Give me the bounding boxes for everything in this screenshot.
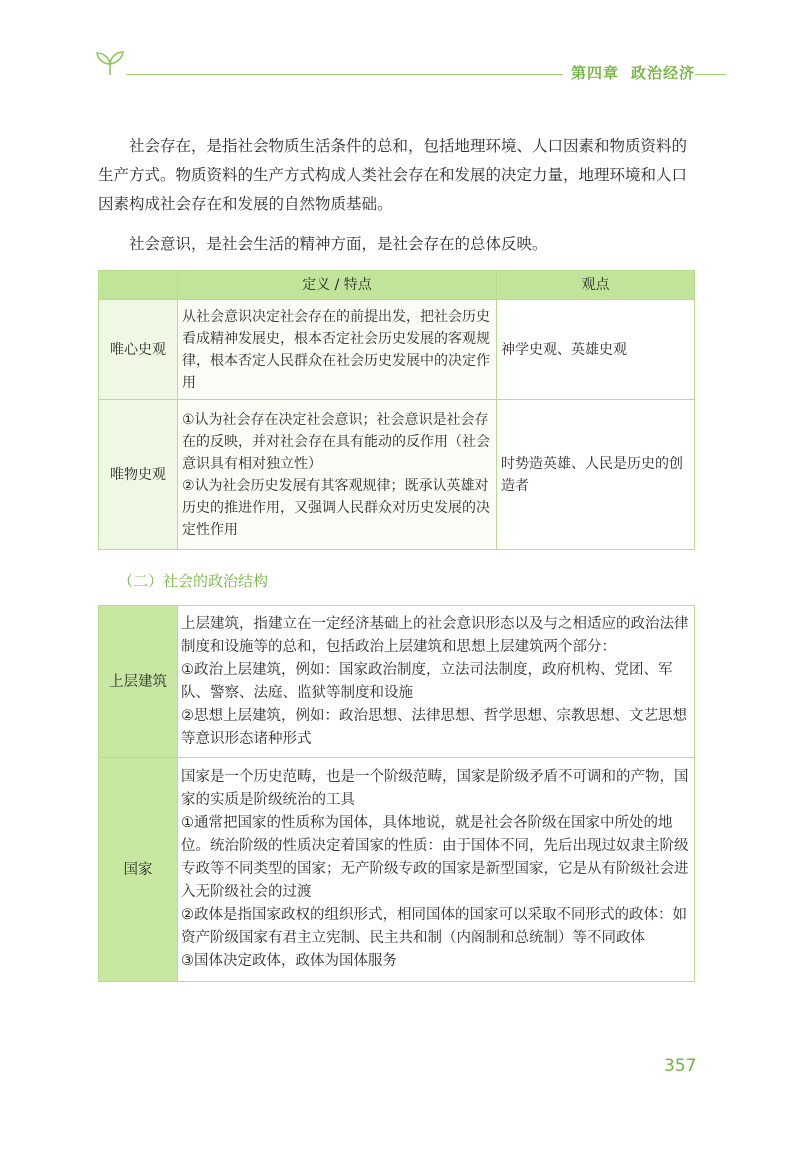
view-cell: 神学史观、英雄史观	[497, 300, 695, 400]
table-header-cell	[99, 271, 178, 300]
row-heading: 上层建筑	[99, 606, 178, 758]
row-heading: 国家	[99, 758, 178, 982]
definition-cell: 从社会意识决定社会存在的前提出发，把社会历史看成精神发展史，根本否定社会历史发展的客观规律，根本否定人民群众在社会历史发展中的决定作用	[178, 300, 497, 400]
content-cell: 国家是一个历史范畴，也是一个阶级范畴，国家是阶级矛盾不可调和的产物，国家的实质是阶级统治的工具 ①通常把国家的性质称为国体，具体地说，就是社会各阶级在国家中所处的地位。统治阶级的性质决定着国家的性质：由于国体不同，先后出现过奴隶主阶级专政等不同类型的国家；无产阶级专政的国家是新型国家，它是从有阶级社会进入无阶级社会的过渡 ②政体是指国家政权的组织形式，相同国体的国家可以采取不同形式的政体：如资产阶级国家有君主立宪制、民主共和制（内阁制和总统制）等不同政体 ③国体决定政体，政体为国体服务	[178, 758, 695, 982]
section-title: （二）社会的政治结构	[118, 572, 269, 590]
chapter-number: 第四章	[570, 64, 619, 82]
chapter-title: 政治经济	[630, 64, 695, 82]
page-number: 357	[664, 1056, 697, 1076]
history-views-table	[98, 270, 695, 550]
political-structure-table	[98, 605, 695, 982]
chapter-heading	[563, 62, 695, 83]
table-row	[99, 758, 695, 982]
table-header-row	[99, 271, 695, 300]
table-header-cell: 观点	[497, 271, 695, 300]
sprout-icon	[92, 50, 128, 76]
row-heading: 唯心史观	[99, 300, 178, 400]
paragraph-social-consciousness: 社会意识，是社会生活的精神方面，是社会存在的总体反映。	[129, 235, 548, 253]
definition-cell: ①认为社会存在决定社会意识；社会意识是社会存在的反映，并对社会存在具有能动的反作用（社会意识具有相对独立性） ②认为社会历史发展有其客观规律；既承认英雄对历史的推进作用，又强调人民群众对历史发展的决定性作用	[178, 400, 497, 550]
row-heading: 唯物史观	[99, 400, 178, 550]
table-row	[99, 400, 695, 550]
table-row	[99, 606, 695, 758]
page-header	[0, 0, 800, 100]
view-cell: 时势造英雄、人民是历史的创造者	[497, 400, 695, 550]
table-row	[99, 300, 695, 400]
content-cell: 上层建筑，指建立在一定经济基础上的社会意识形态以及与之相适应的政治法律制度和设施等的总和，包括政治上层建筑和思想上层建筑两个部分： ①政治上层建筑，例如：国家政治制度，立法司法制度，政府机构、党团、军队、警察、法庭、监狱等制度和设施 ②思想上层建筑，例如：政治思想、法律思想、哲学思想、宗教思想、文艺思想等意识形态诸种形式	[178, 606, 695, 758]
table-header-cell: 定义 / 特点	[178, 271, 497, 300]
paragraph-social-existence: 社会存在，是指社会物质生活条件的总和，包括地理环境、人口因素和物质资料的生产方式。物质资料的生产方式构成人类社会存在和发展的决定力量，地理环境和人口因素构成社会存在和发展的自然物质基础。	[98, 137, 688, 213]
